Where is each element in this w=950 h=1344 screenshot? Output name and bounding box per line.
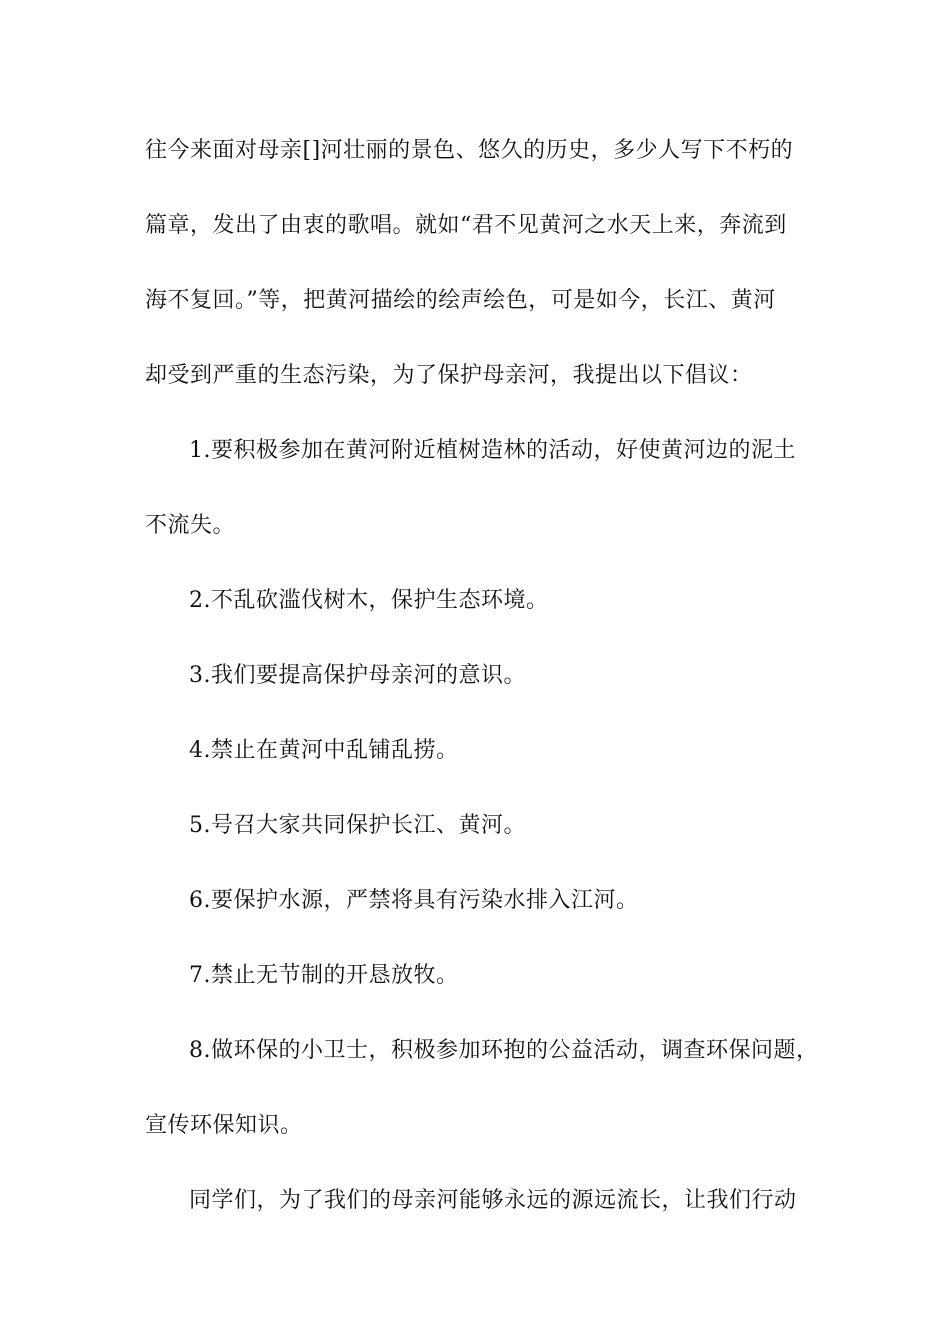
paragraph-line: 却受到严重的生态污染，为了保护母亲河，我提出以下倡议： — [145, 363, 753, 388]
list-item-line: 3.我们要提高保护母亲河的意识。 — [189, 663, 526, 688]
list-item-line: 1.要积极参加在黄河附近植树造林的活动，好使黄河边的泥土 — [189, 438, 796, 463]
list-item-line: 不流失。 — [145, 513, 236, 538]
paragraph-line: 海不复回。”等，把黄河描绘的绘声绘色，可是如今，长江、黄河 — [145, 288, 776, 313]
list-item-line: 5.号召大家共同保护长江、黄河。 — [189, 813, 526, 838]
closing-paragraph-line: 同学们，为了我们的母亲河能够永远的源远流长，让我们行动 — [189, 1188, 797, 1213]
paragraph-line: 往今来面对母亲[]河壮丽的景色、悠久的历史，多少人写下不朽的 — [145, 138, 794, 163]
list-item-line: 6.要保护水源，严禁将具有污染水排入江河。 — [189, 888, 639, 913]
list-item-line: 4.禁止在黄河中乱铺乱捞。 — [189, 738, 459, 763]
paragraph-line: 篇章，发出了由衷的歌唱。就如“君不见黄河之水天上来，奔流到 — [145, 213, 787, 238]
list-item-line: 8.做环保的小卫士，积极参加环抱的公益活动，调查环保问题， — [189, 1038, 819, 1063]
list-item-line: 2.不乱砍滥伐树木，保护生态环境。 — [189, 588, 549, 613]
list-item-line: 7.禁止无节制的开恳放牧。 — [189, 963, 459, 988]
list-item-line: 宣传环保知识。 — [145, 1113, 303, 1138]
